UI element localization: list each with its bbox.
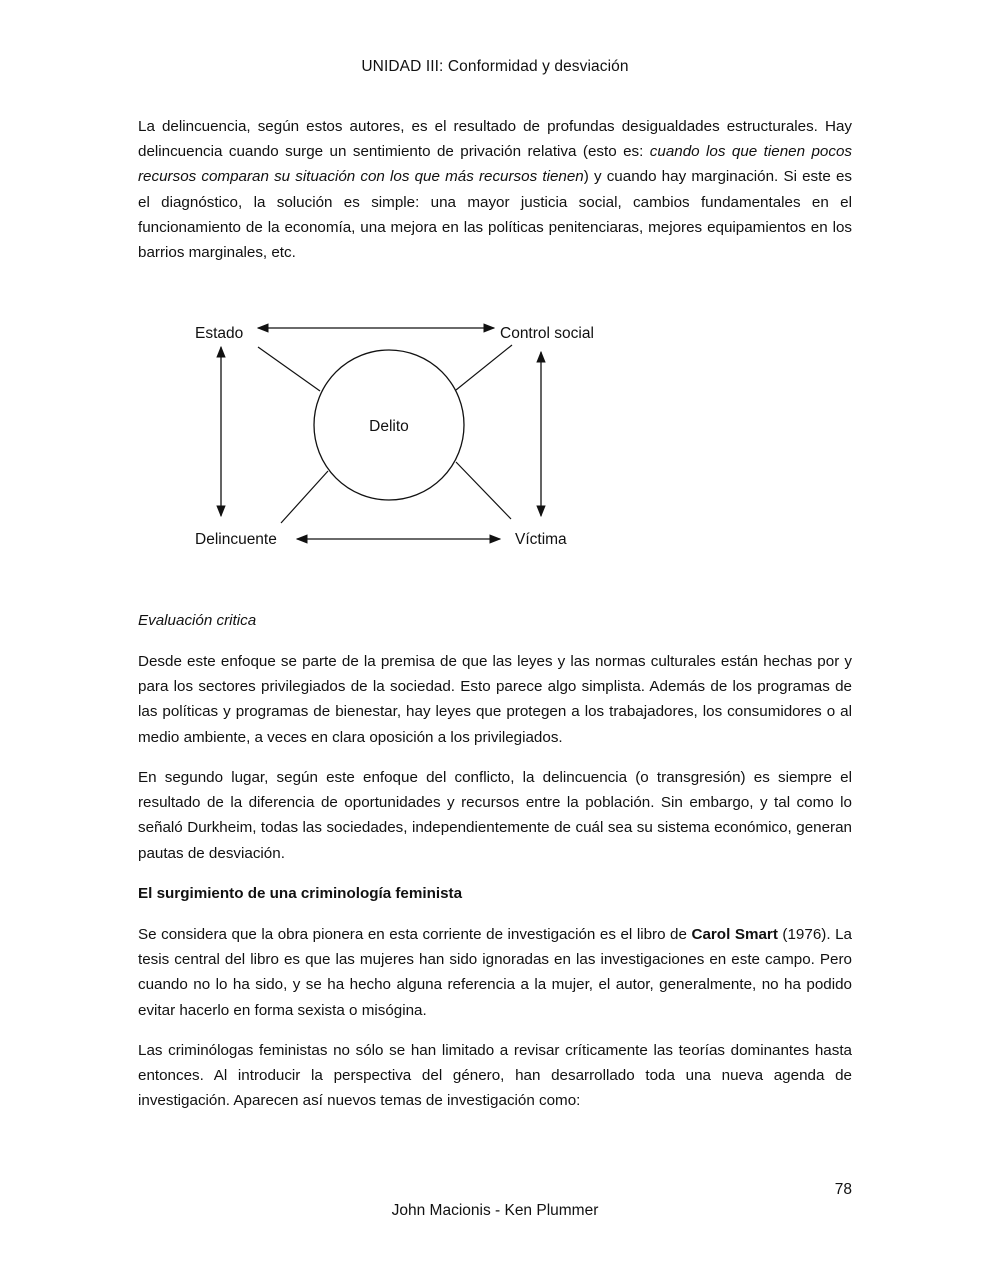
connector-control [456,345,512,390]
intro-text-1: La delincuencia, según estos autores, es el resultado de profundas desigualdades estructurales. Hay delincuencia cuando surge un sentimiento de privación relativa (esto es: [138,118,852,161]
label-victima: Víctima [515,531,567,548]
label-estado: Estado [195,325,244,342]
evaluation-paragraph-1: Desde este enfoque se parte de la premisa de que las leyes y las normas culturales están hechas por y para los sectores privilegiados de la sociedad. Esto parece algo simplista. Además de los programas de las políticas y programas de bienestar, hay leyes que protegen a los trabajadores, los consumidores o al medio ambiente, a veces en clara oposición a los privilegiados. [138,653,852,746]
label-control-social: Control social [500,325,594,342]
page-footer: John Macionis - Ken Plummer [391,1202,599,1219]
feminist-paragraph-1 [138,922,852,1023]
feminist-paragraph-2: Las criminólogas feministas no sólo se han limitado a revisar críticamente las teorías dominantes hasta entonces. Al introducir la perspectiva del género, han desarrollado toda una nueva agenda de investigación. Aparecen así nuevos temas de investigación como: [138,1042,852,1110]
page-number: 78 [834,1181,852,1198]
connector-estado [258,347,320,391]
label-delincuente: Delincuente [195,531,277,548]
author-carol-smart: Carol Smart [691,926,778,943]
evaluation-heading [138,608,852,633]
running-header: UNIDAD III: Conformidad y desviación [361,58,629,75]
evaluation-heading-text: Evaluación critica [138,612,257,629]
connector-delincuente [281,471,328,523]
feminist-heading-text: El surgimiento de una criminología feminista [138,885,463,902]
intro-paragraph [138,114,852,265]
evaluation-paragraph-2: En segundo lugar, según este enfoque del conflicto, la delincuencia (o transgresión) es siempre el resultado de la diferencia de oportunidades y recursos entre la población. Sin embargo, y tal como lo señaló Durkheim, todas las sociedades, independientemente de cuál sea su sistema económico, generan pautas de desviación. [138,769,852,862]
intro-text-2: ) y cuando hay marginación. Si este es el diagnóstico, la solución es simple: una mayor justicia social, cambios fundamentales en el funcionamiento de la economía, una mejora en las políticas penitenciaras, mejores equipamientos en los barrios marginales, etc. [138,168,853,262]
feminist-heading [138,881,852,906]
feminist-text-2: (1976). La tesis central del libro es que las mujeres han sido ignoradas en las investigaciones en este campo. Pero cuando no lo ha sido, y se ha hecho alguna referencia a la mujer, el autor, generalmente, no ha podido evitar hacerlo en forma sexista o misógina. [138,926,852,1019]
label-delito: Delito [369,418,409,435]
intro-italic-text: cuando los que tienen pocos recursos comparan su situación con los que más recursos tienen [138,143,852,186]
connector-victima [456,462,511,519]
feminist-text-1: Se considera que la obra pionera en esta corriente de investigación es el libro de [138,926,692,943]
crime-diagram [0,300,990,570]
